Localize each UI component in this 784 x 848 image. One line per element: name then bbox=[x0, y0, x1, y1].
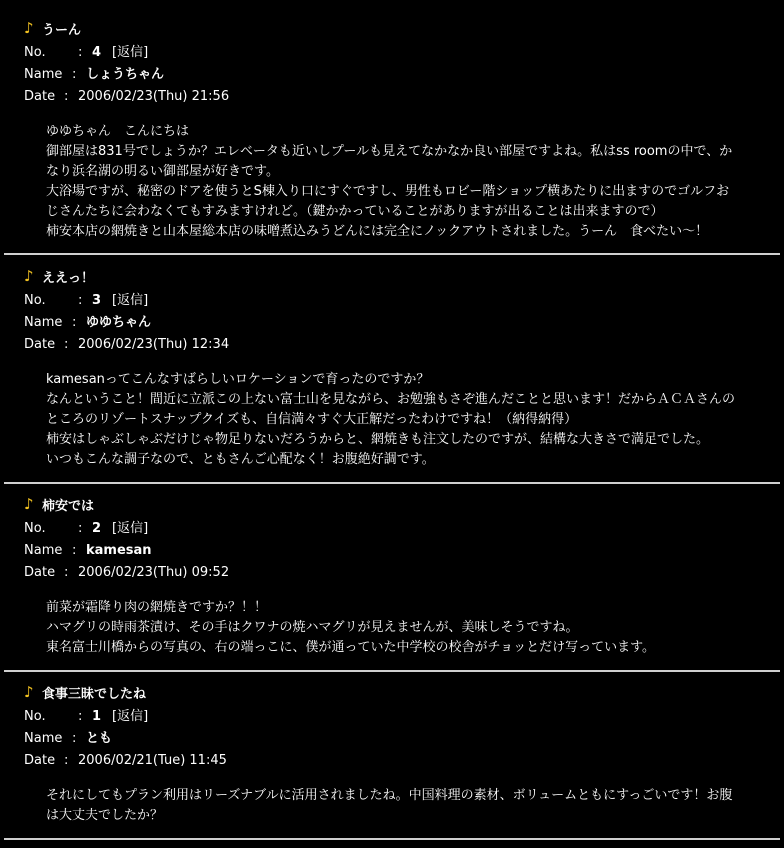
music-note-icon: ♪ bbox=[24, 19, 34, 37]
reply-link[interactable]: [返信] bbox=[112, 709, 149, 724]
post-body-line: 御部屋は831号でしょうか？エレベータも近いしプールも見えてなかなか良い部屋ですよね。私はss roomの中で、か bbox=[46, 144, 733, 159]
post-name-row bbox=[24, 540, 770, 562]
post-body-line: なり浜名湖の明るい御部屋が好きです。 bbox=[46, 164, 279, 179]
post-name-row bbox=[24, 64, 770, 86]
name-label: Name bbox=[24, 67, 63, 82]
post-divider bbox=[4, 670, 780, 672]
post-title: ええっ！ bbox=[42, 270, 95, 286]
post-body-line: ハマグリの時雨茶漬け、その手はクワナの焼ハマグリが見えませんが、美味しそうですね。 bbox=[46, 620, 579, 635]
post bbox=[0, 266, 784, 470]
name-label: Name bbox=[24, 731, 63, 746]
post-divider bbox=[4, 838, 780, 840]
post-author: kamesan bbox=[86, 543, 152, 558]
date-colon: : bbox=[64, 565, 69, 580]
post-body bbox=[24, 598, 770, 658]
post-title: 食事三昧でしたね bbox=[42, 686, 147, 702]
post-body-line: は大丈夫でしたか？ bbox=[46, 808, 164, 823]
post-body-line: ゆゆちゃん こんにちは bbox=[46, 124, 190, 139]
number-colon: : bbox=[78, 709, 83, 724]
post bbox=[0, 494, 784, 658]
post-body-line: なんということ！間近に立派この上ない富士山を見ながら、お勉強もさぞ進んだことと思います！だからＡＣＡさんの bbox=[46, 392, 736, 407]
name-colon: : bbox=[72, 67, 77, 82]
post-title-row bbox=[24, 494, 770, 514]
date-label: Date bbox=[24, 565, 56, 580]
post-divider bbox=[4, 253, 780, 255]
post-date: 2006/02/21(Tue) 11:45 bbox=[78, 753, 227, 768]
post-body-line: じさんたちに会わなくてもすみますけれど。（鍵かかっていることがありますが出ることは出来ますので） bbox=[46, 204, 664, 219]
post-body bbox=[24, 122, 770, 242]
number-colon: : bbox=[78, 45, 83, 60]
post-body-line: 柿安はしゃぶしゃぶだけじゃ物足りないだろうからと、網焼きも注文したのですが、結構な大きさで満足でした。 bbox=[46, 432, 710, 447]
post-title: うーん bbox=[42, 22, 82, 38]
date-label: Date bbox=[24, 337, 56, 352]
post-number-row bbox=[24, 42, 770, 64]
post-body-line: それにしてもプラン利用はリーズナブルに活用されましたね。中国料理の素材、ボリュームともにすっごいです！お腹 bbox=[46, 788, 733, 803]
reply-link[interactable]: [返信] bbox=[112, 293, 149, 308]
post-body-line: 東名富士川橋からの写真の、右の端っこに、僕が通っていた中学校の校舎がチョッとだけ写っています。 bbox=[46, 640, 656, 655]
date-colon: : bbox=[64, 337, 69, 352]
date-label: Date bbox=[24, 89, 56, 104]
post-number-row bbox=[24, 290, 770, 312]
post-body-line: ところのリゾートスナップクイズも、自信満々すぐ大正解だったわけですね！（納得納得） bbox=[46, 412, 578, 427]
name-label: Name bbox=[24, 315, 63, 330]
name-colon: : bbox=[72, 315, 77, 330]
post-date-row bbox=[24, 562, 770, 584]
post-body-line: 大浴場ですが、秘密のドアを使うとS棟入り口にすぐですし、男性もロビー階ショップ横あたりに出ますのでゴルフお bbox=[46, 184, 730, 199]
reply-link[interactable]: [返信] bbox=[112, 521, 149, 536]
post-title-row bbox=[24, 682, 770, 702]
music-note-icon: ♪ bbox=[24, 683, 34, 701]
number-label: No. bbox=[24, 521, 46, 536]
post-number: 4 bbox=[92, 45, 102, 60]
post-number: 2 bbox=[92, 521, 102, 536]
date-colon: : bbox=[64, 753, 69, 768]
post-title: 柿安では bbox=[42, 498, 95, 514]
post-body-line: kamesanってこんなすばらしいロケーションで育ったのですか？ bbox=[46, 372, 430, 387]
date-colon: : bbox=[64, 89, 69, 104]
number-colon: : bbox=[78, 293, 83, 308]
name-colon: : bbox=[72, 543, 77, 558]
post-author: ゆゆちゃん bbox=[86, 315, 152, 330]
post-title-row bbox=[24, 266, 770, 286]
post-date: 2006/02/23(Thu) 09:52 bbox=[78, 565, 230, 580]
name-label: Name bbox=[24, 543, 63, 558]
post-number-row bbox=[24, 518, 770, 540]
post-title-row bbox=[24, 18, 770, 38]
post-author: しょうちゃん bbox=[86, 67, 165, 82]
post-date: 2006/02/23(Thu) 21:56 bbox=[78, 89, 230, 104]
post-body bbox=[24, 786, 770, 826]
post-number: 1 bbox=[92, 709, 102, 724]
reply-link[interactable]: [返信] bbox=[112, 45, 149, 60]
post-date: 2006/02/23(Thu) 12:34 bbox=[78, 337, 230, 352]
number-label: No. bbox=[24, 293, 46, 308]
post-number-row bbox=[24, 706, 770, 728]
music-note-icon: ♪ bbox=[24, 267, 34, 285]
number-colon: : bbox=[78, 521, 83, 536]
post bbox=[0, 18, 784, 242]
post-name-row bbox=[24, 728, 770, 750]
post-author: とも bbox=[86, 731, 113, 746]
post bbox=[0, 682, 784, 826]
post-body bbox=[24, 370, 770, 470]
post-body-line: 前菜が霜降り肉の網焼きですか？！！ bbox=[46, 600, 268, 615]
post-body-line: 柿安本店の網焼きと山本屋総本店の味噌煮込みうどんには完全にノックアウトされました。うーん 食べたい〜！ bbox=[46, 224, 709, 239]
post-date-row bbox=[24, 750, 770, 772]
post-date-row bbox=[24, 86, 770, 108]
post-date-row bbox=[24, 334, 770, 356]
post-number: 3 bbox=[92, 293, 102, 308]
number-label: No. bbox=[24, 709, 46, 724]
post-divider bbox=[4, 482, 780, 484]
number-label: No. bbox=[24, 45, 46, 60]
music-note-icon: ♪ bbox=[24, 495, 34, 513]
post-name-row bbox=[24, 312, 770, 334]
post-body-line: いつもこんな調子なので、ともさんご心配なく！お腹絶好調です。 bbox=[46, 452, 435, 467]
name-colon: : bbox=[72, 731, 77, 746]
date-label: Date bbox=[24, 753, 56, 768]
